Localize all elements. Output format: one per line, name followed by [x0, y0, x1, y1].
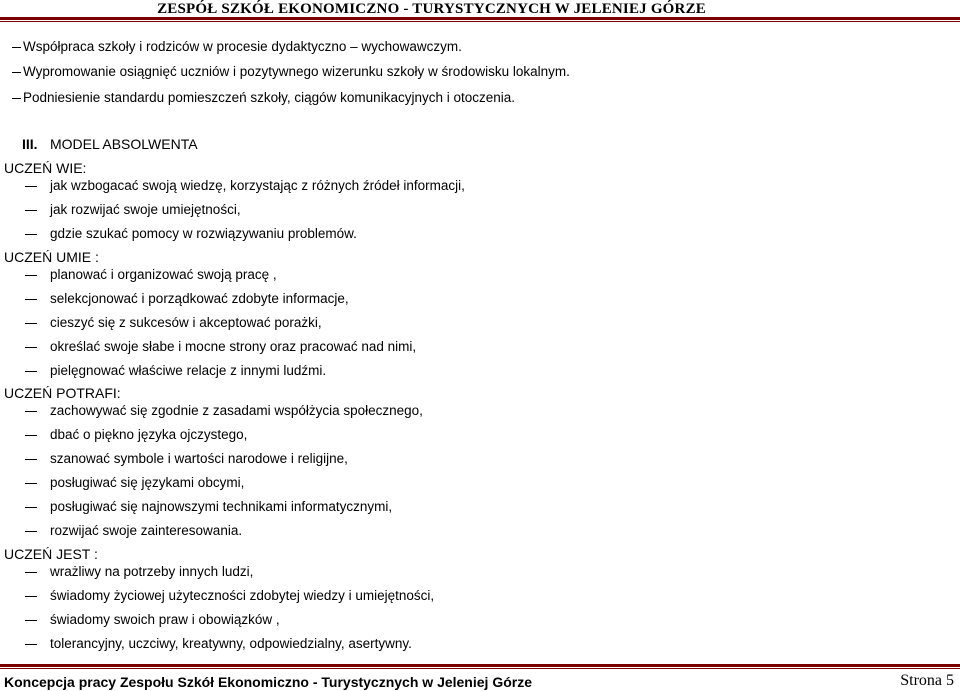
footer-rule-thin	[0, 668, 960, 669]
bullet-dash	[25, 323, 37, 324]
bullet-dash	[25, 275, 37, 276]
group-heading-umie: UCZEŃ UMIE :	[4, 249, 99, 265]
bullet-dash	[25, 531, 37, 532]
bullet-dash	[25, 234, 37, 235]
footer-rule	[0, 664, 960, 667]
bullet-dash	[25, 572, 37, 573]
intro-item: Współpraca szkoły i rodziców w procesie dydaktyczno – wychowawczym.	[23, 39, 462, 54]
list-item: tolerancyjny, uczciwy, kreatywny, odpowiedzialny, asertywny.	[50, 636, 412, 651]
list-item: rozwijać swoje zainteresowania.	[50, 523, 243, 538]
bullet-dash	[25, 459, 37, 460]
header-rule-thin	[0, 21, 960, 22]
bullet-dash	[25, 186, 37, 187]
bullet-dash	[25, 371, 37, 372]
page-number: Strona 5	[900, 672, 954, 689]
list-item: wrażliwy na potrzeby innych ludzi,	[50, 564, 254, 579]
section-number: III.	[22, 136, 38, 152]
list-item: jak rozwijać swoje umiejętności,	[50, 202, 241, 217]
bullet-dash	[25, 483, 37, 484]
list-item: szanować symbole i wartości narodowe i religijne,	[50, 451, 348, 466]
group-heading-jest: UCZEŃ JEST :	[4, 546, 98, 562]
bullet-dash	[25, 507, 37, 508]
list-item: świadomy swoich praw i obowiązków ,	[50, 612, 280, 627]
bullet-dash	[25, 644, 37, 645]
bullet-dash	[25, 411, 37, 412]
list-item: określać swoje słabe i mocne strony oraz pracować nad nimi,	[50, 339, 417, 354]
list-item: planować i organizować swoją pracę ,	[50, 267, 277, 282]
list-item: posługiwać się językami obcymi,	[50, 475, 245, 490]
bullet-dash	[25, 210, 37, 211]
group-heading-wie: UCZEŃ WIE:	[4, 160, 87, 176]
list-item: dbać o piękno języka ojczystego,	[50, 427, 248, 442]
bullet-dash	[12, 47, 21, 48]
list-item: gdzie szukać pomocy w rozwiązywaniu problemów.	[50, 226, 357, 241]
list-item: świadomy życiowej użyteczności zdobytej wiedzy i umiejętności,	[50, 588, 435, 603]
intro-item: Podniesienie standardu pomieszczeń szkoły, ciągów komunikacyjnych i otoczenia.	[23, 90, 516, 105]
list-item: posługiwać się najnowszymi technikami informatycznymi,	[50, 499, 393, 514]
bullet-dash	[25, 435, 37, 436]
header-rule	[0, 17, 960, 20]
list-item: selekcjonować i porządkować zdobyte informacje,	[50, 291, 349, 306]
footer-title: Koncepcja pracy Zespołu Szkół Ekonomiczno - Turystycznych w Jeleniej Górze	[4, 674, 532, 690]
list-item: cieszyć się z sukcesów i akceptować porażki,	[50, 315, 322, 330]
section-title: MODEL ABSOLWENTA	[50, 136, 198, 152]
page-header-title: ZESPÓŁ SZKÓŁ EKONOMICZNO - TURYSTYCZNYCH W JELENIEJ GÓRZE	[157, 1, 706, 17]
bullet-dash	[25, 347, 37, 348]
bullet-dash	[12, 72, 21, 73]
group-heading-potrafi: UCZEŃ POTRAFI:	[4, 385, 121, 401]
bullet-dash	[12, 98, 21, 99]
list-item: jak wzbogacać swoją wiedzę, korzystając z różnych źródeł informacji,	[50, 178, 465, 193]
bullet-dash	[25, 596, 37, 597]
intro-item: Wypromowanie osiągnięć uczniów i pozytywnego wizerunku szkoły w środowisku lokalnym.	[23, 64, 570, 79]
bullet-dash	[25, 620, 37, 621]
list-item: zachowywać się zgodnie z zasadami współżycia społecznego,	[50, 403, 423, 418]
list-item: pielęgnować właściwe relacje z innymi ludźmi.	[50, 363, 327, 378]
bullet-dash	[25, 299, 37, 300]
